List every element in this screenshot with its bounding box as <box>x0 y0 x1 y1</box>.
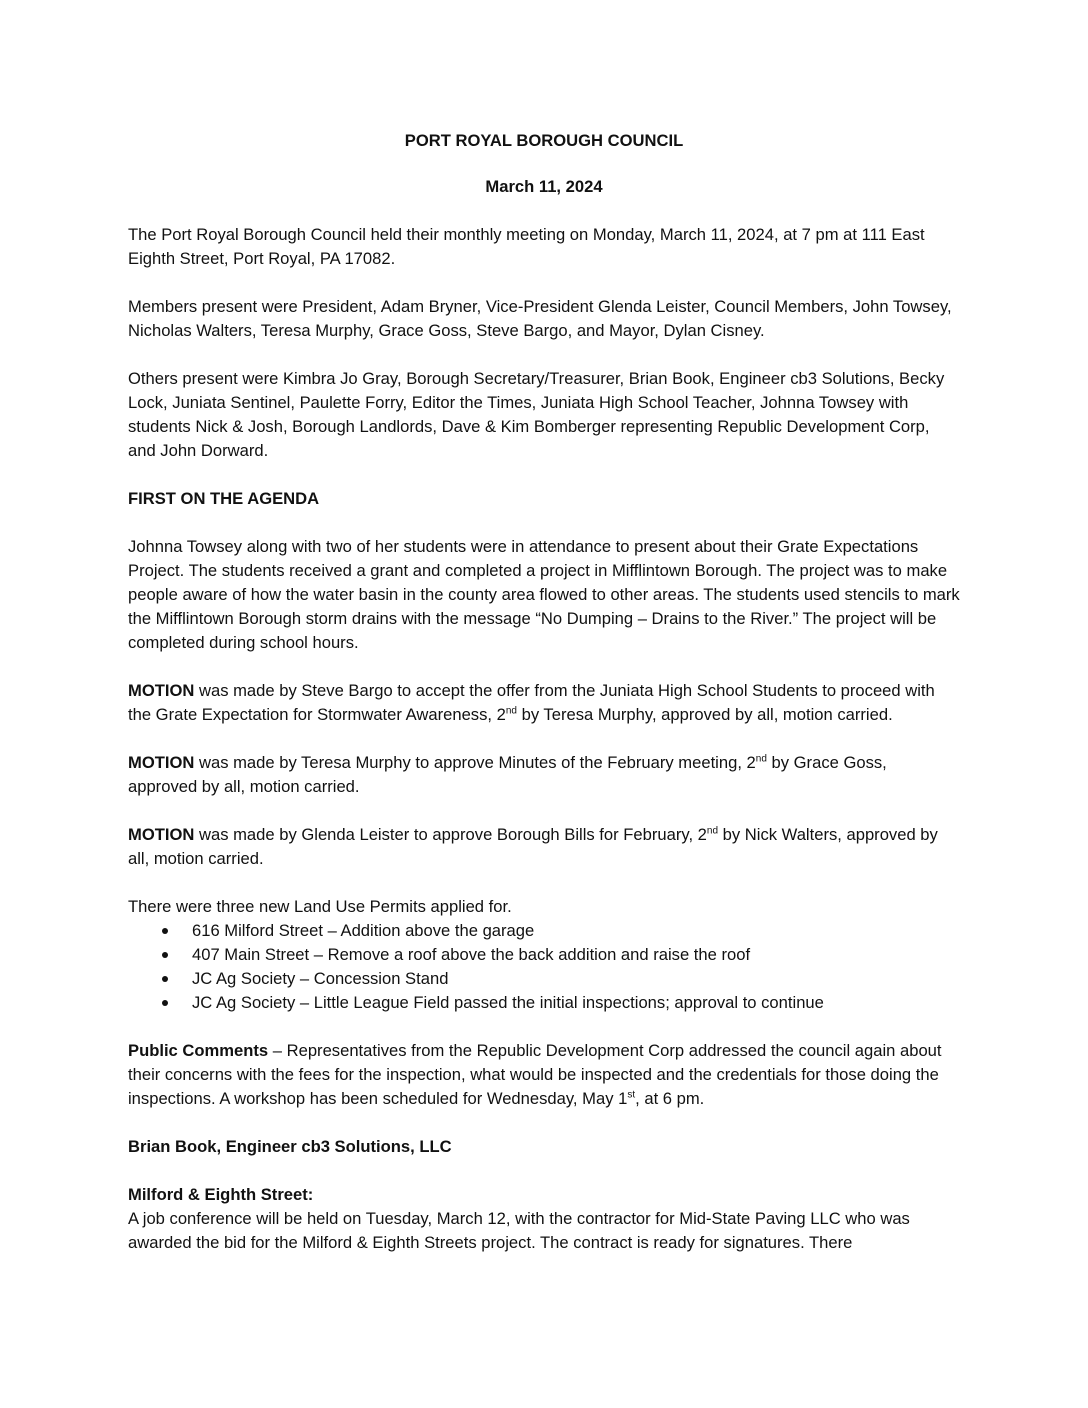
others-paragraph: Others present were Kimbra Jo Gray, Borough Secretary/Treasurer, Brian Book, Engineer cb3 Solutions, Becky Lock, Juniata Sentinel, Paulette Forry, Editor the Times, Juniata High School Teacher, Johnna Towsey with students Nick & Josh, Borough Landlords, Dave & Kim Bomberger representing Republic Development Corp, and John Dorward. <box>128 369 945 460</box>
list-item <box>128 943 960 967</box>
permit-text: JC Ag Society – Little League Field passed the initial inspections; approval to continue <box>192 993 824 1012</box>
document-body <box>128 129 960 1255</box>
permits-intro: There were three new Land Use Permits applied for. <box>128 897 512 916</box>
permit-text: JC Ag Society – Concession Stand <box>192 969 449 988</box>
motion-paragraph <box>128 823 960 871</box>
motion-label: MOTION <box>128 681 195 700</box>
motion-paragraph <box>128 679 960 727</box>
motion-text: was made by Glenda Leister to approve Borough Bills for February, 2 <box>194 825 707 844</box>
public-comments-label: Public Comments <box>128 1041 269 1060</box>
first-agenda-paragraph: Johnna Towsey along with two of her students were in attendance to present about their Grate Expectations Project. The students received a grant and completed a project in Mifflintown Borough. The project was to make people aware of how the water basin in the county area flowed to other areas. The students used stencils to mark the Mifflintown Borough storm drains with the message “No Dumping – Drains to the River.” The project will be completed during school hours. <box>128 537 960 652</box>
motion-text: by Grace Goss, approved by all, motion carried. <box>128 753 887 796</box>
ordinal-suffix: nd <box>706 825 719 837</box>
milford-paragraph: A job conference will be held on Tuesday, March 12, with the contractor for Mid-State Paving LLC who was awarded the bid for the Milford & Eighth Streets project. The contract is ready for signatures. There <box>128 1209 910 1252</box>
list-item <box>128 991 960 1015</box>
list-item <box>128 919 960 943</box>
permits-list <box>128 919 960 1015</box>
motion-paragraph <box>128 751 960 799</box>
public-comments-text: , at 6 pm. <box>635 1089 705 1108</box>
list-item <box>128 967 960 991</box>
motion-text: by Nick Walters, approved by all, motion carried. <box>128 825 938 868</box>
meeting-date: March 11, 2024 <box>485 177 603 196</box>
bullet-icon <box>162 928 168 934</box>
motion-text: by Teresa Murphy, approved by all, motion carried. <box>516 705 893 724</box>
members-paragraph: Members present were President, Adam Bryner, Vice-President Glenda Leister, Council Members, John Towsey, Nicholas Walters, Teresa Murphy, Grace Goss, Steve Bargo, and Mayor, Dylan Cisney. <box>128 297 952 340</box>
public-comments-paragraph <box>128 1039 960 1111</box>
bullet-icon <box>162 976 168 982</box>
ordinal-suffix: st <box>627 1089 636 1101</box>
intro-paragraph: The Port Royal Borough Council held their monthly meeting on Monday, March 11, 2024, at 7 pm at 111 East Eighth Street, Port Royal, PA 17082. <box>128 225 925 268</box>
milford-heading: Milford & Eighth Street: <box>128 1185 314 1204</box>
ordinal-suffix: nd <box>755 753 767 765</box>
ordinal-suffix: nd <box>505 705 517 717</box>
public-comments-text: – Representatives from the Republic Development Corp addressed the council again about their concerns with the fees for the inspection, what would be inspected and the credentials for those doing the inspections. A workshop has been scheduled for Wednesday, May 1 <box>128 1041 942 1108</box>
permit-text: 407 Main Street – Remove a roof above the back addition and raise the roof <box>192 945 751 964</box>
motion-text: was made by Teresa Murphy to approve Minutes of the February meeting, 2 <box>194 753 756 772</box>
first-agenda-heading: FIRST ON THE AGENDA <box>128 489 320 508</box>
permit-text: 616 Milford Street – Addition above the garage <box>192 921 535 940</box>
bullet-icon <box>162 952 168 958</box>
motion-label: MOTION <box>128 825 195 844</box>
motion-text: was made by Steve Bargo to accept the offer from the Juniata High School Students to proceed with the Grate Expectation for Stormwater Awareness, 2 <box>128 681 935 724</box>
document-title: PORT ROYAL BOROUGH COUNCIL <box>404 131 684 150</box>
motion-label: MOTION <box>128 753 195 772</box>
bullet-icon <box>162 1000 168 1006</box>
engineer-heading: Brian Book, Engineer cb3 Solutions, LLC <box>128 1137 452 1156</box>
